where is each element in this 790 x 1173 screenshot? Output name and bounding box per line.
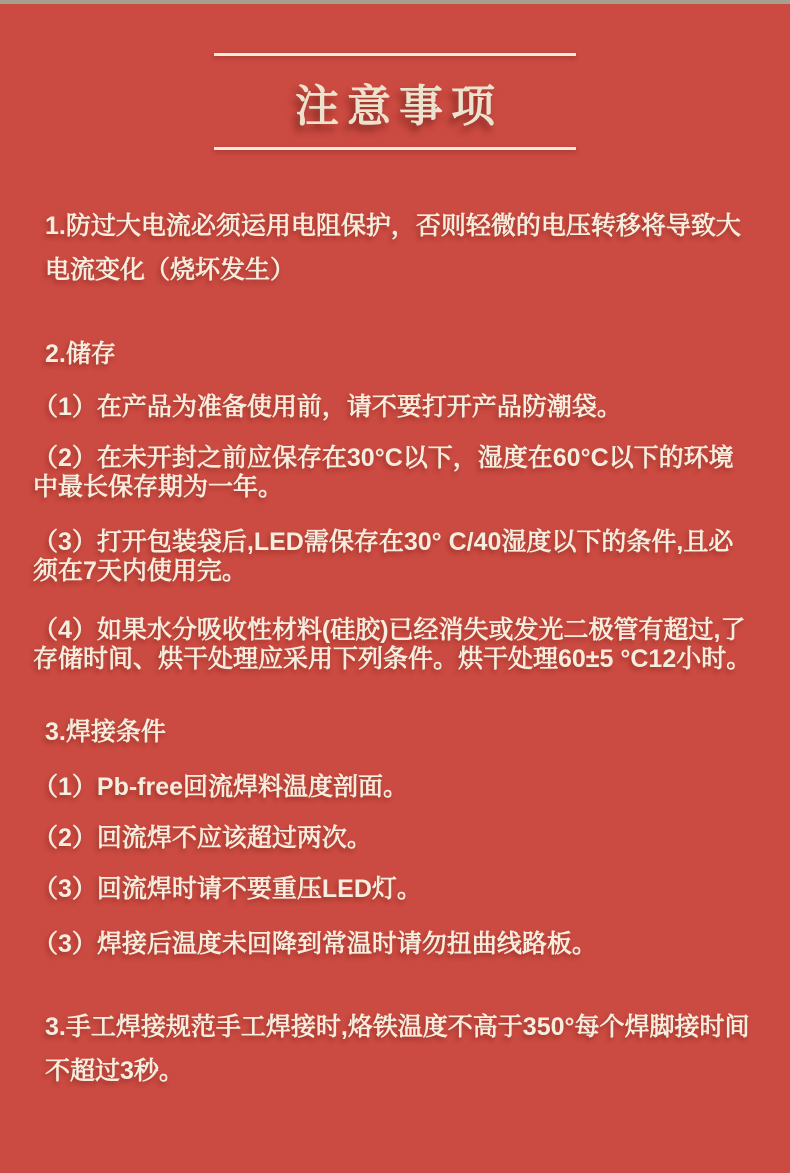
soldering-item-4: （3）焊接后温度未回降到常温时请勿扭曲线路板。 [33,930,597,958]
content [0,204,790,1093]
title-rule-top [214,53,576,56]
storage-item-3: （3）打开包装袋后,LED需保存在30° C/40湿度以下的条件,且必须在7天内使用完。 [33,528,734,585]
storage-item-4: （4）如果水分吸收性材料(硅胶)已经消失或发光二极管有超过,了存储时间、烘干处理应采用下列条件。烘干处理60±5 °C12小时。 [33,616,752,673]
title-block [214,53,576,150]
soldering-item-1: （1）Pb-free回流焊料温度剖面。 [33,773,409,801]
top-border-strip [0,0,790,4]
paragraph-overcurrent-warning: 1.防过大电流必须运用电阻保护，否则轻微的电压转移将导致大电流变化（烧坏发生） [45,212,741,284]
storage-item-2: （2）在未开封之前应保存在30°C以下，湿度在60°C以下的环境中最长保存期为一年。 [33,444,734,501]
page-title: 注意事项 [295,82,503,131]
soldering-item-3: （3）回流焊时请不要重压LED灯。 [33,875,422,903]
heading-soldering-conditions: 3.焊接条件 [45,718,166,746]
paragraph-hand-soldering: 3.手工焊接规范手工焊接时,烙铁温度不高于350°每个焊脚接时间不超过3秒。 [45,1013,750,1085]
storage-item-1: （1）在产品为准备使用前，请不要打开产品防潮袋。 [33,393,622,421]
title-rule-bottom [214,147,576,150]
soldering-item-2: （2）回流焊不应该超过两次。 [33,824,372,852]
heading-storage: 2.储存 [45,340,116,368]
